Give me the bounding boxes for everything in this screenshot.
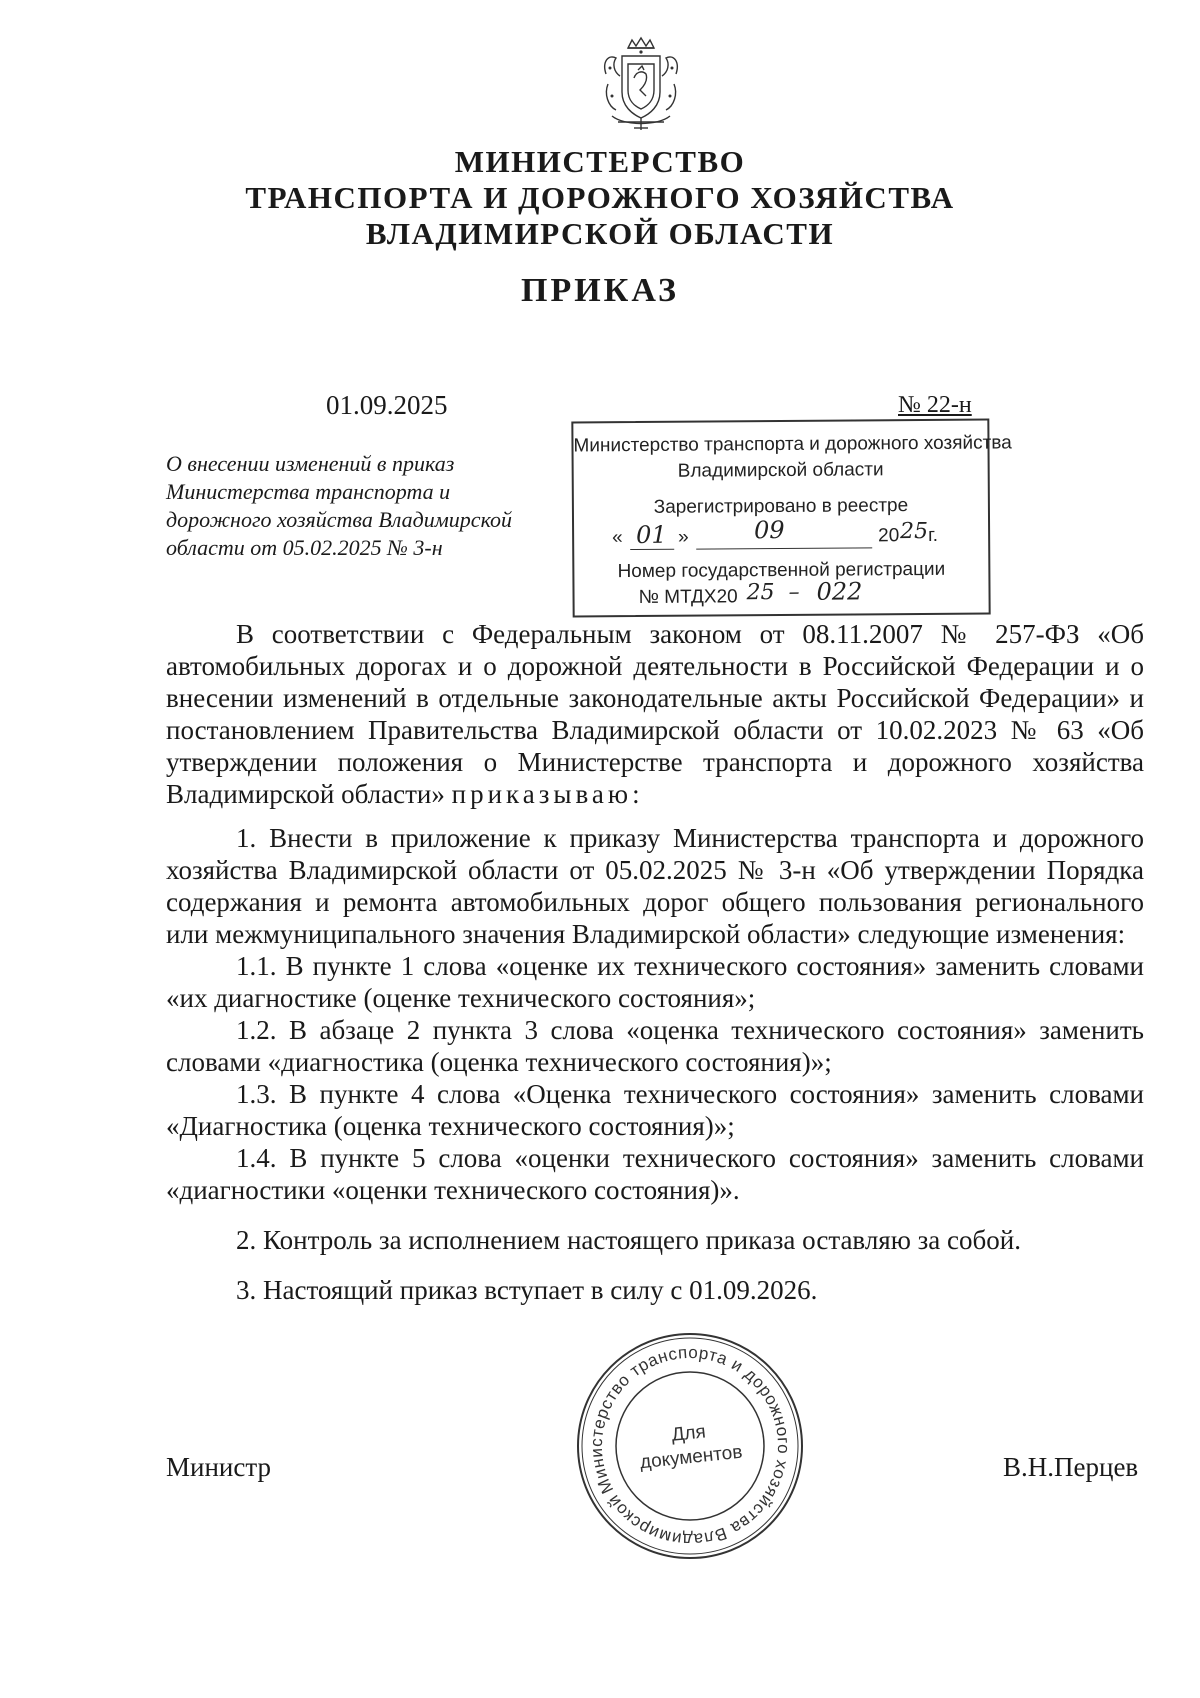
subject-line-2: Министерства транспорта и <box>166 479 451 504</box>
stamp-day-handwritten: 01 <box>636 520 667 550</box>
stamp-day-line <box>630 549 674 550</box>
order-date: 01.09.2025 <box>326 390 448 420</box>
document-type-title: ПРИКАЗ <box>521 272 679 309</box>
stamp-line-region: Владимирской области <box>677 459 884 482</box>
subject-line-4: области от 05.02.2025 № 3-н <box>166 535 443 560</box>
stamp-year-prefix: 20 <box>878 525 900 547</box>
order-subject <box>166 450 561 562</box>
signatory-name: В.Н.Перцев <box>1003 1452 1139 1482</box>
order-number: № 22-н <box>898 392 972 418</box>
stamp-line-state-reg: Номер государственной регистрации <box>617 558 946 583</box>
ministry-line-2: ТРАНСПОРТА И ДОРОЖНОГО ХОЗЯЙСТВА <box>245 180 955 215</box>
stamp-reg-year-handwritten: 25 <box>746 580 775 606</box>
stamp-line-registered: Зарегистрировано в реестре <box>653 495 909 518</box>
preamble-paragraph <box>166 618 1144 810</box>
stamp-reg-number-handwritten: 022 <box>816 577 863 606</box>
seal-center-line-1: Для <box>670 1421 707 1446</box>
coat-of-arms-icon <box>598 34 684 134</box>
seal-center <box>563 1319 818 1574</box>
ministry-line-3: ВЛАДИМИРСКОЙ ОБЛАСТИ <box>365 216 835 251</box>
item-1-3: 1.3. В пункте 4 слова «Оценка технического состояния» заменить словами «Диагностика (оценка технического состояния)»; <box>166 1079 1144 1141</box>
ministry-name <box>0 144 1200 252</box>
preamble-text: В соответствии с Федеральным законом от 08.11.2007 № 257-ФЗ «Об автомобильных дорогах и о дорожной деятельности в Российской Федерации и о внесении изменений в отдельные законодательные акты Российской Федерации» и постановлением Правительства Владимирской области от 10.02.2023 № 63 «Об утверждении положения о Министерстве транспорта и дорожного хозяйства Владимирской области» <box>166 619 1144 809</box>
stamp-reg-prefix: № МТДХ20 <box>638 586 738 608</box>
item-1-2: 1.2. В абзаце 2 пункта 3 слова «оценка технического состояния» заменить словами «диагностика (оценка технического состояния)»; <box>166 1015 1144 1077</box>
official-seal <box>574 1330 806 1562</box>
stamp-quote-open: « <box>612 527 623 549</box>
stamp-line-ministry: Министерство транспорта и дорожного хозяйства <box>573 432 1012 457</box>
item-1-1: 1.1. В пункте 1 слова «оценке их технического состояния» заменить словами «их диагностике (оценке технического состояния»; <box>166 951 1144 1013</box>
seal-ring-text: Министерство транспорта и дорожного хозяйства Владимирской <box>586 1342 794 1550</box>
preamble-order-word: приказываю <box>451 779 633 809</box>
item-3: 3. Настоящий приказ вступает в силу с 01.09.2026. <box>236 1275 818 1305</box>
preamble-colon: : <box>632 779 640 809</box>
ministry-line-1: МИНИСТЕРСТВО <box>454 144 746 179</box>
stamp-year-end: г. <box>928 524 939 546</box>
item-1-4: 1.4. В пункте 5 слова «оценки технического состояния» заменить словами «диагностики «оценки технического состояния)». <box>166 1143 1144 1205</box>
subject-line-1: О внесении изменений в приказ <box>166 451 455 476</box>
subject-line-3: дорожного хозяйства Владимирской <box>166 507 513 532</box>
stamp-month-handwritten: 09 <box>753 515 785 545</box>
item-1: 1. Внести в приложение к приказу Министерства транспорта и дорожного хозяйства Владимирской области от 05.02.2025 № 3-н «Об утверждении Порядка содержания и ремонта автомобильных дорог общего пользования регионального или межмуниципального значения Владимирской области» следующие изменения: <box>166 823 1144 949</box>
stamp-month-line <box>696 547 872 549</box>
order-body <box>166 618 1144 1306</box>
item-2: 2. Контроль за исполнением настоящего приказа оставляю за собой. <box>236 1225 1021 1255</box>
stamp-quote-close: » <box>678 526 689 548</box>
stamp-year-handwritten: 25 <box>900 518 929 545</box>
seal-center-line-2: документов <box>639 1441 744 1474</box>
registration-stamp <box>571 419 1012 618</box>
stamp-reg-dash-handwritten: – <box>788 579 800 605</box>
signatory-position: Министр <box>166 1452 271 1482</box>
